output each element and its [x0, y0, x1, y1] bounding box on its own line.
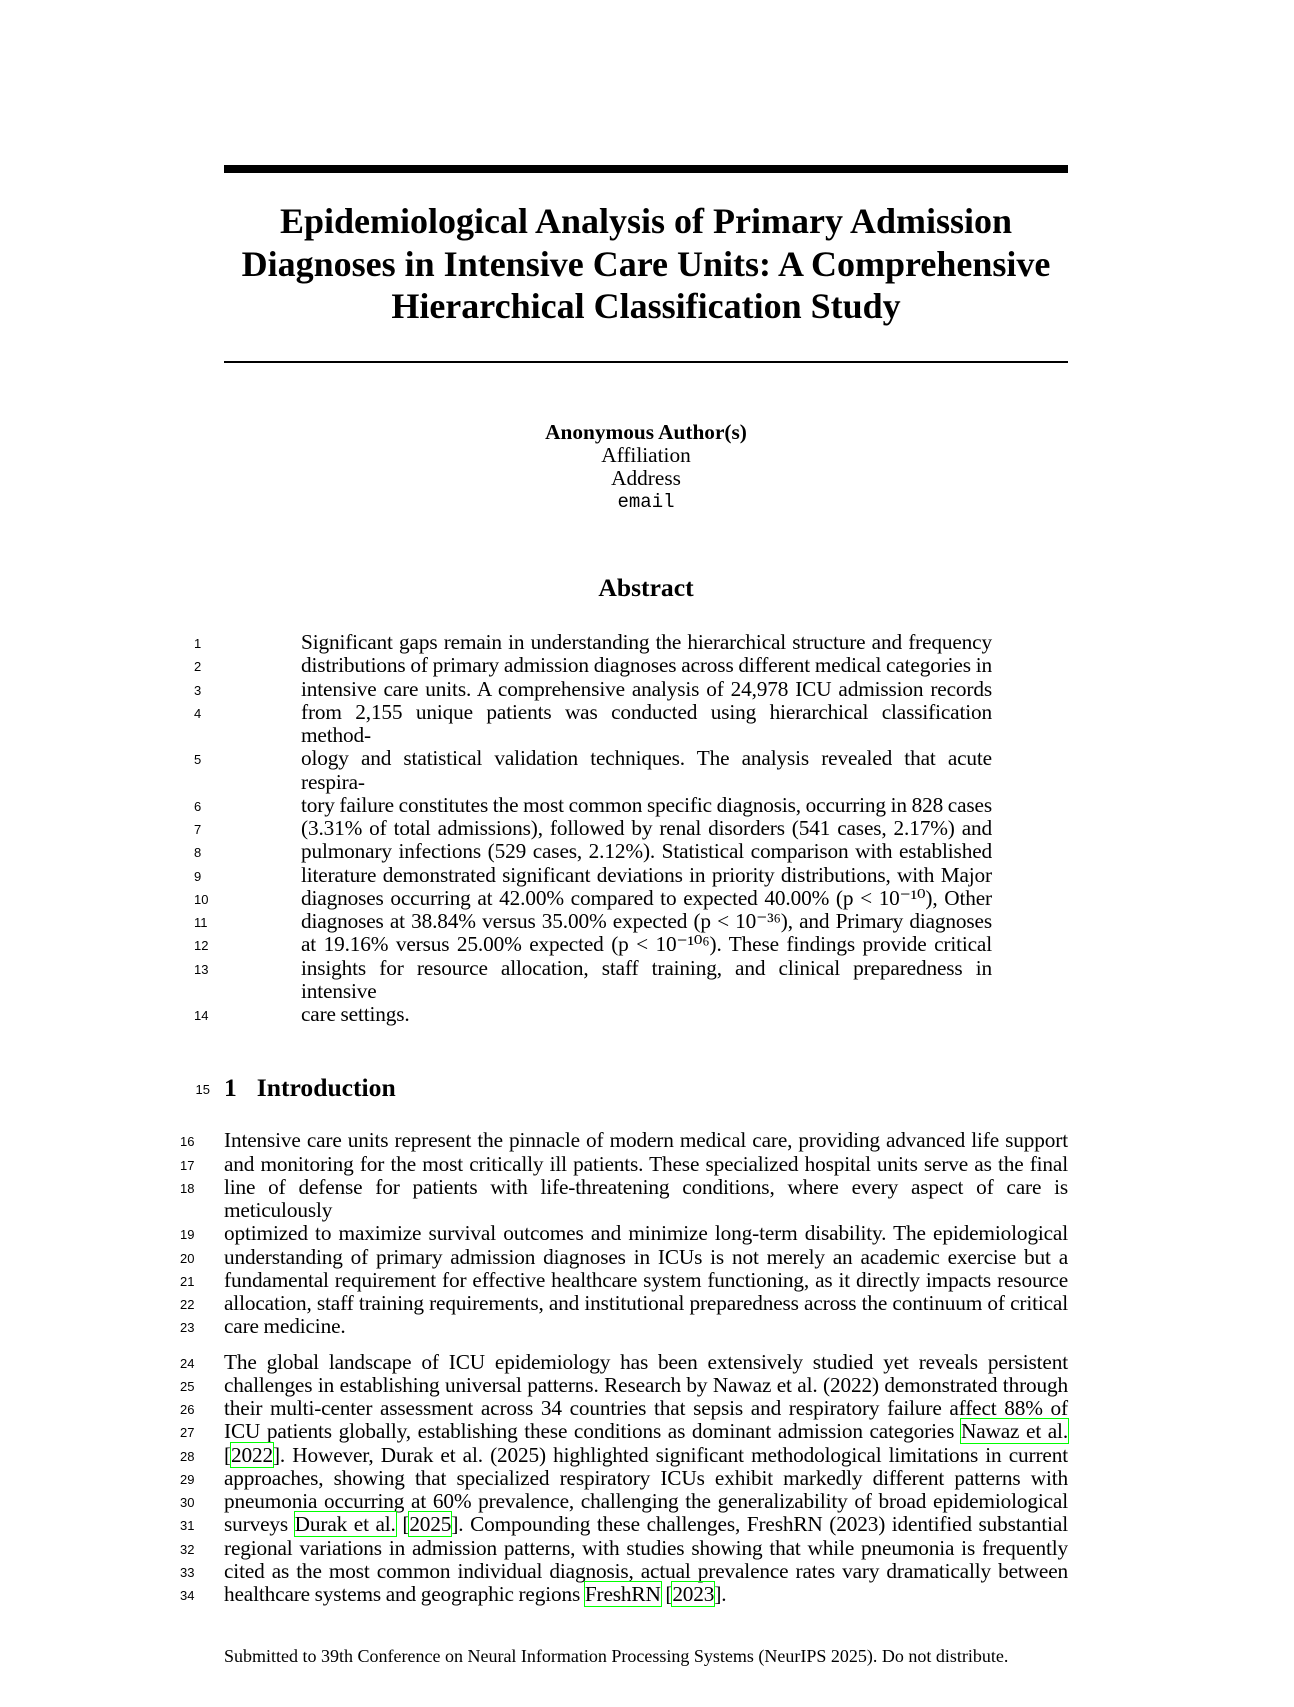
text-line: [180, 1512, 1068, 1537]
text-segment: [: [395, 1512, 410, 1537]
text-segment: [: [660, 1582, 673, 1607]
line-text: [224, 1420, 1068, 1443]
line-text: [301, 817, 992, 840]
text-segment: care settings.: [301, 1002, 410, 1027]
line-text: [301, 910, 992, 933]
line-number: 16: [180, 1134, 195, 1150]
line-number: 33: [180, 1564, 195, 1580]
line-number: 21: [180, 1273, 195, 1289]
line-text: [301, 631, 992, 654]
text-line: [194, 816, 992, 841]
line-text: [301, 701, 992, 748]
line-text: [224, 1269, 1068, 1292]
text-segment: insights for resource allocation, staff training, and clinical preparedness in intensive: [301, 955, 992, 1003]
line-number: 27: [180, 1425, 195, 1441]
text-line: [194, 630, 992, 655]
line-number: 23: [180, 1320, 195, 1336]
line-text: [224, 1397, 1068, 1420]
line-text: [301, 933, 992, 956]
text-segment: understanding of primary admission diagnoses in ICUs is not merely an academic exercise but a: [224, 1244, 1068, 1269]
line-number: 25: [180, 1378, 195, 1394]
line-number: 31: [180, 1518, 195, 1534]
text-line: [194, 839, 992, 864]
text-line: [180, 1151, 1068, 1176]
line-text: [224, 1292, 1068, 1315]
text-line: [180, 1396, 1068, 1421]
text-line: [194, 676, 992, 701]
text-segment: line of defense for patients with life-threatening conditions, where every aspect of care is meticulously: [224, 1174, 1068, 1223]
text-line: [180, 1419, 1068, 1444]
line-text: [224, 1513, 1068, 1536]
footer-note: Submitted to 39th Conference on Neural Information Processing Systems (NeurIPS 2025). Do not distribute.: [224, 1646, 1009, 1667]
text-line: [180, 1174, 1068, 1223]
text-segment: Intensive care units represent the pinnacle of modern medical care, providing advanced life support: [224, 1128, 1068, 1153]
text-line: [180, 1442, 1068, 1467]
text-line: [180, 1372, 1068, 1397]
text-line: [180, 1128, 1068, 1153]
paper-page: [180, 0, 1068, 1707]
citation-link[interactable]: 2022: [230, 1442, 273, 1467]
text-segment: intensive care units. A comprehensive analysis of 24,978 ICU admission records: [301, 676, 992, 701]
line-number: 32: [180, 1541, 195, 1557]
line-number: 5: [194, 752, 202, 768]
line-number: 14: [194, 1008, 209, 1024]
text-segment: healthcare systems and geographic regions: [224, 1582, 585, 1607]
author-name: Anonymous Author(s): [545, 419, 747, 444]
line-text: [224, 1537, 1068, 1560]
text-segment: The global landscape of ICU epidemiology has been extensively studied yet reveals persistent: [224, 1349, 1068, 1374]
title-line: Hierarchical Classification Study: [391, 286, 901, 326]
line-number: 13: [194, 961, 209, 977]
citation-link[interactable]: 2023: [672, 1582, 715, 1607]
text-line: [180, 1349, 1068, 1374]
text-line: [180, 1582, 1068, 1607]
text-line: [180, 1489, 1068, 1514]
text-line: [194, 862, 992, 887]
text-segment: care medicine.: [224, 1314, 346, 1339]
intro-paragraph-1: [180, 1128, 1068, 1339]
bottom-rule: [224, 361, 1068, 363]
line-text: [224, 1153, 1068, 1176]
line-number: 9: [194, 868, 202, 884]
line-text: [301, 678, 992, 701]
text-line: [180, 1558, 1068, 1583]
section-number: 1: [224, 1073, 237, 1103]
text-segment: ICU patients globally, establishing these conditions as dominant admission categories: [224, 1419, 961, 1444]
line-number: 7: [194, 822, 202, 838]
line-text: [301, 840, 992, 863]
text-line: [180, 1267, 1068, 1292]
line-text: [301, 794, 992, 817]
line-number: 24: [180, 1355, 195, 1371]
author-email: email: [617, 490, 675, 513]
line-text: [224, 1374, 1068, 1397]
text-segment: tory failure constitutes the most common specific diagnosis, occurring in 828 cases: [301, 792, 992, 817]
abstract-heading: Abstract: [598, 573, 694, 603]
line-text: [224, 1583, 1068, 1606]
line-number: 29: [180, 1471, 195, 1487]
text-segment: literature demonstrated significant deviations in priority distributions, with Major: [301, 862, 992, 887]
abstract-body: [194, 630, 992, 1027]
line-text: [301, 887, 992, 910]
line-number: 11: [194, 915, 208, 931]
text-segment: ].: [714, 1582, 727, 1607]
line-text: [224, 1129, 1068, 1152]
text-segment: cited as the most common individual diagnosis, actual prevalence rates vary dramatically between: [224, 1558, 1068, 1583]
line-number: 6: [194, 798, 202, 814]
text-segment: ]. However, Durak et al. (2025) highlighted significant methodological limitations in current: [272, 1442, 1068, 1467]
line-text: [224, 1222, 1068, 1245]
text-line: [194, 746, 992, 794]
line-number: 20: [180, 1250, 195, 1266]
text-segment: pulmonary infections (529 cases, 2.12%). Statistical comparison with established: [301, 839, 992, 864]
text-segment: ]. Compounding these challenges, FreshRN (2023) identified substantial: [451, 1512, 1068, 1537]
text-line: [180, 1535, 1068, 1560]
text-line: [180, 1291, 1068, 1316]
line-number: 4: [194, 705, 202, 721]
line-text: [301, 1003, 992, 1026]
line-text: [224, 1246, 1068, 1269]
text-segment: their multi-center assessment across 34 countries that sepsis and respiratory failure affect 88% of: [224, 1396, 1068, 1421]
text-segment: pneumonia occurring at 60% prevalence, challenging the generalizability of broad epidemiological: [224, 1489, 1068, 1514]
line-number: 10: [194, 891, 209, 907]
line-number: 3: [194, 682, 202, 698]
line-number: 15: [195, 1082, 210, 1098]
text-line: [194, 932, 992, 957]
text-line: [194, 792, 992, 817]
text-segment: (3.31% of total admissions), followed by renal disorders (541 cases, 2.17%) and: [301, 816, 992, 841]
intro-paragraph-2: [180, 1349, 1068, 1607]
citation-link[interactable]: 2025: [409, 1512, 452, 1537]
text-segment: [: [224, 1442, 231, 1467]
citation-link[interactable]: Durak et al.: [294, 1512, 396, 1537]
line-number: 8: [194, 845, 202, 861]
text-segment: at 19.16% versus 25.00% expected (p < 10⁻¹⁰⁶). These findings provide critical: [301, 932, 992, 957]
title-line: Diagnoses in Intensive Care Units: A Comprehensive: [241, 243, 1051, 284]
line-text: [224, 1560, 1068, 1583]
line-number: 12: [194, 938, 209, 954]
title-line: Epidemiological Analysis of Primary Admission: [279, 201, 1013, 241]
text-line: [194, 885, 992, 910]
line-number: 19: [180, 1227, 195, 1243]
text-line: [194, 699, 992, 748]
line-number: 26: [180, 1402, 195, 1418]
line-text: [224, 1490, 1068, 1513]
text-segment: regional variations in admission patterns, with studies showing that while pneumonia is frequently: [224, 1535, 1068, 1560]
text-segment: and monitoring for the most critically ill patients. These specialized hospital units serve as the final: [224, 1151, 1068, 1176]
author-block: [224, 421, 1068, 515]
text-line: [194, 955, 992, 1004]
text-segment: allocation, staff training requirements, and institutional preparedness across the continuum of critical: [224, 1291, 1068, 1316]
paper-title: [224, 200, 1068, 328]
section-heading: [195, 1073, 1068, 1103]
text-segment: Significant gaps remain in understanding the hierarchical structure and frequency: [301, 630, 992, 655]
line-number: 22: [180, 1297, 195, 1313]
line-text: [224, 1444, 1068, 1467]
line-text: [224, 1315, 1068, 1338]
text-segment: diagnoses occurring at 42.00% compared to expected 40.00% (p < 10⁻¹⁰), Other: [301, 885, 992, 910]
text-segment: from 2,155 unique patients was conducted using hierarchical classification method-: [301, 699, 992, 748]
text-line: [180, 1244, 1068, 1269]
text-segment: diagnoses at 38.84% versus 35.00% expected (p < 10⁻³⁶), and Primary diagnoses: [301, 909, 992, 934]
citation-link[interactable]: FreshRN: [584, 1582, 661, 1607]
line-number: 2: [194, 659, 202, 675]
text-segment: challenges in establishing universal patterns. Research by Nawaz et al. (2022) demonstrated through: [224, 1372, 1068, 1397]
line-text: [301, 747, 992, 794]
text-segment: fundamental requirement for effective healthcare system functioning, as it directly impacts resource: [224, 1267, 1068, 1292]
text-line: [194, 909, 992, 934]
line-number: 28: [180, 1448, 195, 1464]
line-text: [301, 654, 992, 677]
text-line: [180, 1221, 1068, 1246]
text-line: [180, 1314, 1068, 1339]
text-segment: optimized to maximize survival outcomes and minimize long-term disability. The epidemiological: [224, 1221, 1068, 1246]
author-affiliation: Affiliation: [601, 442, 691, 467]
line-number: 18: [180, 1180, 195, 1196]
author-address: Address: [611, 466, 681, 491]
text-line: [194, 653, 992, 678]
text-line: [180, 1465, 1068, 1490]
top-rule: [224, 165, 1068, 173]
section-title: Introduction: [256, 1073, 396, 1103]
line-number: 30: [180, 1495, 195, 1511]
line-text: [224, 1467, 1068, 1490]
line-text: [301, 957, 992, 1004]
citation-link[interactable]: Nawaz et al.: [960, 1419, 1068, 1444]
line-number: 34: [180, 1588, 195, 1604]
line-number: 17: [180, 1157, 195, 1173]
text-segment: surveys: [224, 1512, 295, 1537]
line-text: [224, 1176, 1068, 1223]
text-segment: ology and statistical validation techniques. The analysis revealed that acute respira-: [301, 746, 992, 794]
text-line: [194, 1002, 992, 1027]
text-segment: approaches, showing that specialized respiratory ICUs exhibit markedly different patterns with: [224, 1465, 1068, 1490]
text-segment: distributions of primary admission diagnoses across different medical categories in: [301, 653, 992, 678]
line-text: [301, 864, 992, 887]
line-text: [224, 1351, 1068, 1374]
line-number: 1: [194, 636, 202, 652]
